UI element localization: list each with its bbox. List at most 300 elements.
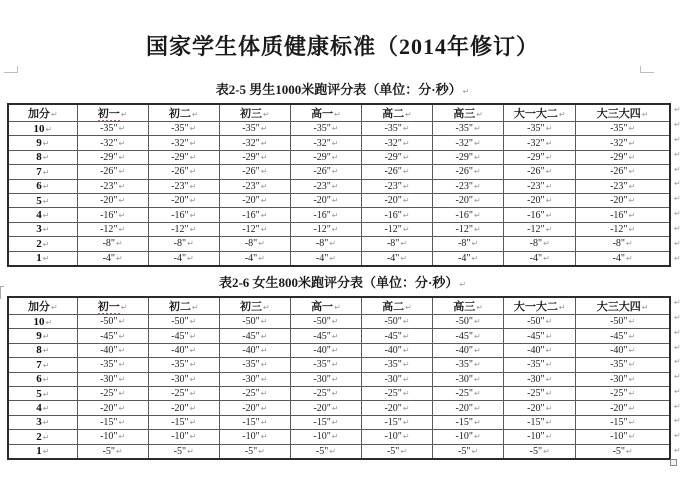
paragraph-mark: ↵ [260,224,268,234]
paragraph-mark: ↵ [120,110,128,119]
paragraph-mark: ↵ [260,360,268,370]
paragraph-mark: ↵ [402,331,410,341]
table-row [8,444,670,459]
paragraph-mark: ↵ [545,432,553,442]
paragraph-mark: ↵ [402,360,410,370]
value-cell: -50"↵ [148,315,219,329]
value-cell: -8"↵ [219,237,290,251]
paragraph-mark: ↵ [260,432,268,442]
score-cell: 7↵ [8,358,77,372]
paragraph-mark: ↵ [189,417,197,427]
paragraph-mark: ↵ [473,210,481,220]
paragraph-mark: ↵ [402,317,410,327]
score-cell: 5↵ [8,386,77,400]
paragraph-mark: ↵ [331,152,339,162]
paragraph-mark: ↵ [545,196,553,206]
table-row [8,401,670,415]
value-cell: -12"↵ [290,222,361,236]
paragraph-mark: ↵ [118,417,126,427]
paragraph-mark: ↵ [42,139,50,149]
row-end-marks [674,103,684,266]
paragraph-mark: ↵ [402,196,410,206]
value-cell: -23"↵ [148,179,219,193]
paragraph-mark: ↵ [260,196,268,206]
table-row [8,358,670,372]
paragraph-mark: ↵ [545,210,553,220]
column-header: 高三↵ [433,297,504,315]
value-cell: -32"↵ [576,136,670,150]
value-cell: -35"↵ [576,122,670,136]
paragraph-mark: ↵ [543,239,550,249]
paragraph-mark: ↵ [118,124,126,134]
value-cell: -25"↵ [219,386,290,400]
value-cell: -8"↵ [77,237,148,251]
value-cell: -30"↵ [219,372,290,386]
row-end-mark: ↵ [674,253,681,263]
paragraph-mark: ↵ [116,253,123,263]
value-cell: -15"↵ [433,415,504,429]
paragraph-mark: ↵ [331,432,339,442]
value-cell: -20"↵ [148,401,219,415]
paragraph-mark: ↵ [545,345,553,355]
paragraph-mark: ↵ [545,331,553,341]
value-cell: -4"↵ [219,251,290,266]
value-cell: -40"↵ [504,343,576,357]
value-cell: -35"↵ [148,358,219,372]
value-cell: -40"↵ [576,343,670,357]
value-cell: -45"↵ [361,329,432,343]
paragraph-mark: ↵ [628,152,636,162]
paragraph-mark: ↵ [42,196,50,206]
paragraph-mark: ↵ [118,331,126,341]
paragraph-mark: ↵ [545,224,553,234]
value-cell: -20"↵ [290,401,361,415]
paragraph-mark: ↵ [42,375,50,385]
table-row [8,372,670,386]
value-cell: -32"↵ [77,136,148,150]
paragraph-mark: ↵ [628,417,636,427]
paragraph-mark: ↵ [331,345,339,355]
value-cell: -30"↵ [290,372,361,386]
value-cell: -35"↵ [576,358,670,372]
paragraph-mark: ↵ [476,110,483,119]
paragraph-mark: ↵ [628,181,636,191]
paragraph-mark: ↵ [189,345,197,355]
value-cell: -35"↵ [219,122,290,136]
paragraph-mark: ↵ [260,167,268,177]
paragraph-mark: ↵ [118,317,126,327]
paragraph-mark: ↵ [628,374,636,384]
paragraph-mark: ↵ [260,417,268,427]
paragraph-mark: ↵ [42,254,50,264]
table-resize-handle[interactable] [670,459,677,466]
score-cell: 4↵ [8,208,77,222]
table-row [8,222,670,236]
paragraph-mark: ↵ [187,253,194,263]
paragraph-mark: ↵ [402,152,410,162]
paragraph-mark: ↵ [473,417,481,427]
value-cell: -12"↵ [77,222,148,236]
value-cell: -23"↵ [77,179,148,193]
value-cell: -20"↵ [219,193,290,207]
row-end-mark: ↵ [674,164,681,174]
value-cell: -16"↵ [219,208,290,222]
column-header: 初三↵ [219,297,290,315]
paragraph-mark: ↵ [473,181,481,191]
value-cell: -45"↵ [576,329,670,343]
paragraph-mark: ↵ [331,360,339,370]
score-cell: 9↵ [8,136,77,150]
paragraph-mark: ↵ [473,432,481,442]
value-cell: -20"↵ [504,401,576,415]
paragraph-mark: ↵ [545,317,553,327]
paragraph-mark: ↵ [189,138,197,148]
value-cell: -16"↵ [148,208,219,222]
paragraph-mark: ↵ [260,374,268,384]
table-row [8,136,670,150]
paragraph-mark: ↵ [189,152,197,162]
value-cell: -25"↵ [504,386,576,400]
paragraph-mark: ↵ [331,196,339,206]
paragraph-mark: ↵ [543,253,550,263]
value-cell: -26"↵ [219,165,290,179]
value-cell: -20"↵ [77,401,148,415]
paragraph-mark: ↵ [473,360,481,370]
paragraph-mark: ↵ [189,124,197,134]
value-cell: -45"↵ [433,329,504,343]
paragraph-mark: ↵ [402,345,410,355]
paragraph-mark: ↵ [405,303,412,312]
value-cell: -15"↵ [576,415,670,429]
text-boundary-mark-left [4,66,18,73]
paragraph-mark: ↵ [260,152,268,162]
paragraph-mark: ↵ [331,389,339,399]
value-cell: -30"↵ [576,372,670,386]
paragraph-mark: ↵ [545,124,553,134]
paragraph-mark: ↵ [628,389,636,399]
paragraph-mark: ↵ [628,432,636,442]
value-cell: -20"↵ [77,193,148,207]
value-cell: -20"↵ [219,401,290,415]
column-header: 高一↵ [290,104,361,122]
table-row [8,315,670,329]
value-cell: -35"↵ [361,358,432,372]
paragraph-mark: ↵ [628,331,636,341]
table-row [8,150,670,164]
score-cell: 1↵ [8,444,77,459]
score-cell: 2↵ [8,237,77,251]
value-cell: -15"↵ [148,415,219,429]
value-cell: -23"↵ [433,179,504,193]
column-header: 初二↵ [148,104,219,122]
paragraph-mark: ↵ [191,110,199,119]
paragraph-mark: ↵ [331,167,339,177]
value-cell: -5"↵ [433,444,504,459]
value-cell: -10"↵ [290,430,361,444]
paragraph-mark: ↵ [471,253,479,263]
column-header: 大三大四↵ [576,104,670,122]
score-cell: 1↵ [8,251,77,266]
column-header: 加分↵ [8,297,77,315]
table-row [8,122,670,136]
row-end-mark: ↵ [674,445,681,455]
value-cell: -20"↵ [504,193,576,207]
paragraph-mark: ↵ [400,239,408,249]
paragraph-mark: ↵ [473,152,481,162]
paragraph-mark: ↵ [262,110,270,119]
value-cell: -50"↵ [433,315,504,329]
value-cell: -4"↵ [77,251,148,266]
value-cell: -12"↵ [148,222,219,236]
value-cell: -15"↵ [290,415,361,429]
value-cell: -25"↵ [576,386,670,400]
value-cell: -15"↵ [361,415,432,429]
value-cell: -29"↵ [77,150,148,164]
column-header: 大三大四↵ [576,297,670,315]
paragraph-mark: ↵ [118,210,126,220]
column-header: 初三↵ [219,104,290,122]
value-cell: -26"↵ [576,165,670,179]
paragraph-mark: ↵ [42,418,50,428]
value-cell: -8"↵ [433,237,504,251]
column-header: 加分↵ [8,104,77,122]
table-row [8,208,670,222]
value-cell: -50"↵ [576,315,670,329]
paragraph-mark: ↵ [116,446,123,456]
paragraph-mark: ↵ [189,331,197,341]
row-end-mark: ↵ [674,342,681,352]
value-cell: -30"↵ [148,372,219,386]
paragraph-mark: ↵ [628,345,636,355]
paragraph-mark: ↵ [187,239,194,249]
value-cell: -50"↵ [219,315,290,329]
paragraph-mark: ↵ [50,303,58,312]
score-cell: 6↵ [8,179,77,193]
column-header: 大一大二↵ [504,297,576,315]
boys-1000m-scoring-table [7,103,671,267]
paragraph-mark: ↵ [400,446,408,456]
paragraph-mark: ↵ [258,239,265,249]
paragraph-mark: ↵ [118,181,126,191]
paragraph-mark: ↵ [545,138,553,148]
paragraph-mark: ↵ [331,124,339,134]
value-cell: -16"↵ [77,208,148,222]
paragraph-mark: ↵ [473,331,481,341]
paragraph-mark: ↵ [545,360,553,370]
paragraph-mark: ↵ [334,303,341,312]
value-cell: -40"↵ [361,343,432,357]
paragraph-mark: ↵ [262,303,270,312]
value-cell: -8"↵ [361,237,432,251]
value-cell: -8"↵ [290,237,361,251]
paragraph-mark: ↵ [189,389,197,399]
value-cell: -29"↵ [433,150,504,164]
table-row [8,251,670,266]
paragraph-mark: ↵ [189,317,197,327]
row-end-mark: ↵ [674,120,681,130]
value-cell: -45"↵ [504,329,576,343]
value-cell: -10"↵ [504,430,576,444]
paragraph-mark: ↵ [189,181,197,191]
table-caption-girls [0,272,685,291]
value-cell: -40"↵ [77,343,148,357]
value-cell: -29"↵ [576,150,670,164]
paragraph-mark: ↵ [42,211,50,221]
paragraph-mark: ↵ [189,360,197,370]
value-cell: -5"↵ [77,444,148,459]
column-header: 初二↵ [148,297,219,315]
paragraph-mark: ↵ [543,446,550,456]
paragraph-mark: ↵ [473,317,481,327]
value-cell: -35"↵ [433,358,504,372]
paragraph-mark: ↵ [331,138,339,148]
table-row [8,430,670,444]
value-cell: -45"↵ [290,329,361,343]
paragraph-mark: ↵ [331,224,339,234]
paragraph-mark: ↵ [402,417,410,427]
value-cell: -16"↵ [433,208,504,222]
row-end-mark: ↵ [674,357,681,367]
paragraph-mark: ↵ [189,403,197,413]
value-cell: -29"↵ [361,150,432,164]
value-cell: -5"↵ [219,444,290,459]
value-cell: -50"↵ [290,315,361,329]
table-row [8,237,670,251]
paragraph-mark: ↵ [116,239,123,249]
column-header: 大一大二↵ [504,104,576,122]
paragraph-mark: ↵ [625,239,633,249]
value-cell: -35"↵ [148,122,219,136]
value-cell: -5"↵ [576,444,670,459]
paragraph-mark: ↵ [260,210,268,220]
paragraph-mark: ↵ [402,181,410,191]
paragraph-mark: ↵ [45,317,53,327]
paragraph-mark: ↵ [545,403,553,413]
value-cell: -29"↵ [148,150,219,164]
value-cell: -5"↵ [148,444,219,459]
value-cell: -45"↵ [77,329,148,343]
row-end-mark: ↵ [674,401,681,411]
paragraph-mark: ↵ [473,389,481,399]
paragraph-mark: ↵ [260,331,268,341]
table-row [8,193,670,207]
value-cell: -26"↵ [504,165,576,179]
value-cell: -50"↵ [361,315,432,329]
paragraph-mark: ↵ [42,182,50,192]
value-cell: -10"↵ [576,430,670,444]
table-row [8,329,670,343]
paragraph-mark: ↵ [42,346,50,356]
header-row [8,297,670,315]
paragraph-mark: ↵ [258,446,265,456]
paragraph-mark: ↵ [189,196,197,206]
paragraph-mark: ↵ [42,447,50,457]
value-cell: -40"↵ [433,343,504,357]
value-cell: -30"↵ [361,372,432,386]
paragraph-mark: ↵ [42,360,50,370]
value-cell: -35"↵ [290,122,361,136]
paragraph-mark: ↵ [625,253,633,263]
value-cell: -20"↵ [148,193,219,207]
value-cell: -12"↵ [361,222,432,236]
value-cell: -25"↵ [290,386,361,400]
paragraph-mark: ↵ [189,224,197,234]
value-cell: -10"↵ [148,430,219,444]
row-end-mark: ↵ [674,430,681,440]
paragraph-mark: ↵ [42,404,50,414]
value-cell: -32"↵ [504,136,576,150]
value-cell: -26"↵ [77,165,148,179]
paragraph-mark: ↵ [118,138,126,148]
value-cell: -20"↵ [433,401,504,415]
column-header: 高一↵ [290,297,361,315]
row-end-mark: ↵ [674,179,681,189]
table-row [8,165,670,179]
table-caption-boys [0,79,685,98]
value-cell: -35"↵ [77,122,148,136]
table-caption-boys-text: 表2-5 男生1000米跑评分表（单位：分·秒） [215,82,462,97]
column-header: 高二↵ [361,104,432,122]
value-cell: -30"↵ [433,372,504,386]
value-cell: -30"↵ [77,372,148,386]
paragraph-mark: ↵ [118,432,126,442]
paragraph-mark: ↵ [329,446,336,456]
row-end-mark: ↵ [674,416,681,426]
paragraph-mark: ↵ [191,303,199,312]
value-cell: -23"↵ [576,179,670,193]
paragraph-mark: ↵ [473,345,481,355]
value-cell: -23"↵ [290,179,361,193]
value-cell: -32"↵ [433,136,504,150]
value-cell: -20"↵ [290,193,361,207]
row-end-mark: ↵ [674,298,681,308]
value-cell: -20"↵ [361,193,432,207]
value-cell: -40"↵ [148,343,219,357]
paragraph-mark: ↵ [42,332,50,342]
paragraph-mark: ↵ [628,138,636,148]
paragraph-mark: ↵ [42,239,50,249]
score-cell: 8↵ [8,343,77,357]
paragraph-mark: ↵ [329,253,336,263]
paragraph-mark: ↵ [641,303,649,312]
value-cell: -10"↵ [77,430,148,444]
page-title: 国家学生体质健康标准（2014年修订） [145,34,539,59]
paragraph-mark: ↵ [545,167,553,177]
value-cell: -23"↵ [219,179,290,193]
column-header: 初一↵ [77,297,148,315]
value-cell: -35"↵ [219,358,290,372]
value-cell: -8"↵ [576,237,670,251]
paragraph-mark: ↵ [118,389,126,399]
value-cell: -5"↵ [361,444,432,459]
column-header: 高三↵ [433,104,504,122]
value-cell: -25"↵ [361,386,432,400]
paragraph-mark: ↵ [331,403,339,413]
paragraph-mark: ↵ [402,389,410,399]
paragraph-mark: ↵ [260,403,268,413]
value-cell: -32"↵ [290,136,361,150]
paragraph-mark: ↵ [331,331,339,341]
paragraph-mark: ↵ [545,374,553,384]
paragraph-mark: ↵ [459,280,467,289]
paragraph-mark: ↵ [473,138,481,148]
value-cell: -5"↵ [504,444,576,459]
value-cell: -16"↵ [361,208,432,222]
value-cell: -25"↵ [77,386,148,400]
value-cell: -29"↵ [219,150,290,164]
text-boundary-mark-right [640,66,654,73]
value-cell: -23"↵ [361,179,432,193]
